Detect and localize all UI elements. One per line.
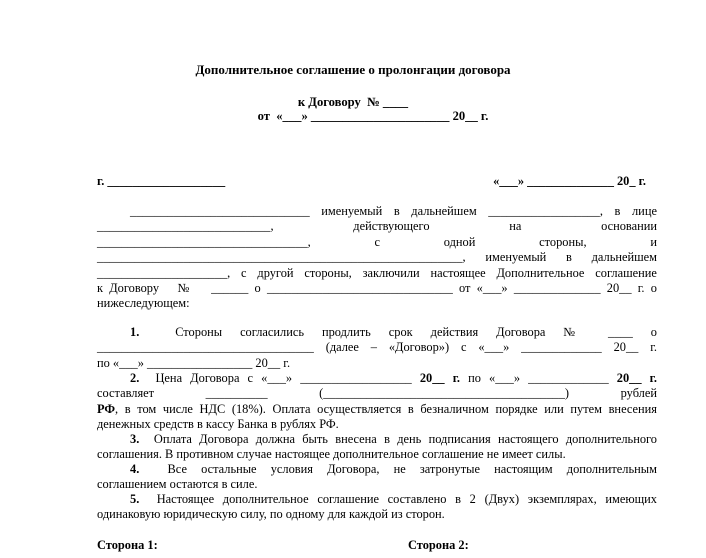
party-2-label: Сторона 2: <box>408 538 469 552</box>
text-segment: (далее – «Договор») с «___» _____________ 20__ г. <box>325 340 657 355</box>
party-1-label: Сторона 1: <box>97 538 158 552</box>
text-segment: _____________________, <box>97 265 231 280</box>
text-segment: по <box>468 371 481 385</box>
clause-1-line <box>130 325 657 340</box>
text-segment: Стороны <box>175 325 223 339</box>
text-segment: в <box>393 204 400 218</box>
text-segment: основании <box>601 219 657 234</box>
text-segment: Договора, <box>327 462 380 476</box>
text-segment: РФ, в том числе НДС (18%). Оплата осуществляется в безналичном порядке или путем внесения <box>97 401 657 416</box>
text-segment: нижеследующем: <box>97 296 190 311</box>
text-segment: Настоящее дополнительное соглашение составлено в 2 (Двух) экземплярах, имеющих <box>156 492 657 506</box>
clause-1-line <box>97 356 290 371</box>
text-segment: действия <box>430 325 479 339</box>
contract-date-line: от «___» ______________________ 20__ г. <box>257 109 489 123</box>
text-segment: настоящее <box>430 265 486 280</box>
preamble-line <box>97 219 657 234</box>
contract-reference: к Договору № ____ <box>297 95 409 109</box>
text-segment: другой <box>257 265 294 280</box>
text-segment: заключили <box>362 265 420 280</box>
preamble-line <box>97 250 657 265</box>
text-segment: Дополнительное <box>496 265 585 280</box>
text-segment: г. <box>649 371 657 385</box>
text-segment: «___» <box>261 371 293 385</box>
clause-2-line <box>97 417 339 432</box>
text-segment: одной <box>443 234 476 249</box>
text-segment: «___» <box>489 371 521 385</box>
clause-2-line <box>130 371 657 386</box>
text-segment: ___________________________________________________________, именуемый в дальнейшем <box>97 250 657 265</box>
clause-2-line <box>97 386 657 401</box>
text-segment: Договора <box>190 371 240 385</box>
text-segment: __________ <box>205 386 268 401</box>
text-segment: 20__ г. <box>606 281 645 295</box>
text-segment: затронутые <box>419 462 480 476</box>
clause-number: 5. <box>130 492 148 506</box>
text-segment: __________________, <box>488 204 603 218</box>
text-segment: и <box>650 234 657 249</box>
text-segment: № <box>563 325 591 339</box>
text-segment: рублей <box>620 386 657 401</box>
text-segment: __________________ <box>300 371 412 385</box>
clause-number: 1. <box>130 325 158 339</box>
preamble-line <box>97 281 657 296</box>
text-segment: лице <box>632 204 657 218</box>
text-segment: ____________________________, <box>97 219 274 234</box>
text-segment: условия <box>270 462 313 476</box>
clause-5-line <box>97 507 445 522</box>
text-segment: остальные <box>201 462 257 476</box>
text-segment: дополнительным <box>566 462 657 476</box>
text-segment: соглашением остаются в силе. <box>97 477 258 492</box>
text-segment: Цена <box>155 371 183 385</box>
clause-3-line <box>97 447 566 462</box>
clause-number: 2. <box>130 371 148 385</box>
text-segment: Оплата Договора должна быть внесена в день подписания настоящего дополнительного <box>153 432 658 446</box>
text-segment: одинаковую юридическую силу, по одному для каждой из сторон. <box>97 507 445 522</box>
text-segment: ______________________________ <box>266 281 453 295</box>
text-segment: 20__ <box>616 371 642 385</box>
text-segment: г. <box>452 371 461 385</box>
preamble-line <box>97 296 190 311</box>
clause-4-line <box>97 477 257 492</box>
text-segment: составляет <box>97 386 155 401</box>
text-segment: Все <box>167 462 187 476</box>
text-segment: дальнейшем <box>411 204 477 218</box>
text-segment: о <box>650 325 657 339</box>
text-segment: с <box>241 265 247 280</box>
text-segment: _____________________________ <box>130 204 310 218</box>
text-segment: согласились <box>240 325 304 339</box>
text-segment: (_______________________________________) <box>319 386 570 401</box>
text-segment: по «___» _________________ 20__ г. <box>97 355 291 370</box>
text-segment: ___________________________________ <box>97 340 314 355</box>
clause-number: 3. <box>130 432 147 446</box>
text-segment: стороны, <box>304 265 352 280</box>
text-segment: срок <box>388 325 413 339</box>
text-segment: с <box>247 371 254 385</box>
text-segment: продлить <box>321 325 371 339</box>
text-segment: соглашение <box>595 265 657 280</box>
text-segment: Договора <box>496 325 546 339</box>
text-segment: не <box>393 462 406 476</box>
document-title: Дополнительное соглашение о пролонгации договора <box>195 62 511 77</box>
text-segment: о <box>254 281 261 295</box>
preamble-line <box>97 235 657 250</box>
text-segment: с <box>374 234 381 249</box>
text-segment: именуемый <box>321 204 383 218</box>
text-segment: к Договору № ______ <box>97 281 249 295</box>
city-field: г. ___________________ <box>97 174 226 188</box>
text-segment: о <box>650 281 657 295</box>
clause-number: 4. <box>130 462 154 476</box>
text-segment: соглашения. В противном случае настоящее дополнительное соглашение не имеет силы. <box>97 447 566 462</box>
text-segment: в <box>614 204 621 218</box>
text-segment: стороны, <box>539 234 587 249</box>
text-segment: действующего <box>353 219 430 234</box>
clause-3-line <box>130 432 657 447</box>
text-segment: на <box>509 219 522 234</box>
clause-1-line <box>97 340 657 355</box>
text-segment: ____ <box>608 325 633 339</box>
clause-4-line <box>130 462 657 477</box>
preamble-line <box>97 266 657 281</box>
text-segment: __________________________________, <box>97 234 311 249</box>
text-segment: настоящим <box>494 462 553 476</box>
text-segment: _____________ <box>528 371 609 385</box>
signing-date-field: «___» ______________ 20_ г. <box>493 174 646 188</box>
text-segment: 20__ <box>419 371 445 385</box>
clause-2-line <box>97 402 657 417</box>
preamble-line <box>130 204 657 219</box>
text-segment: от «___» ______________ <box>459 281 601 295</box>
text-segment: денежных средств в кассу Банка в рублях РФ. <box>97 417 339 432</box>
clause-5-line <box>130 492 657 507</box>
